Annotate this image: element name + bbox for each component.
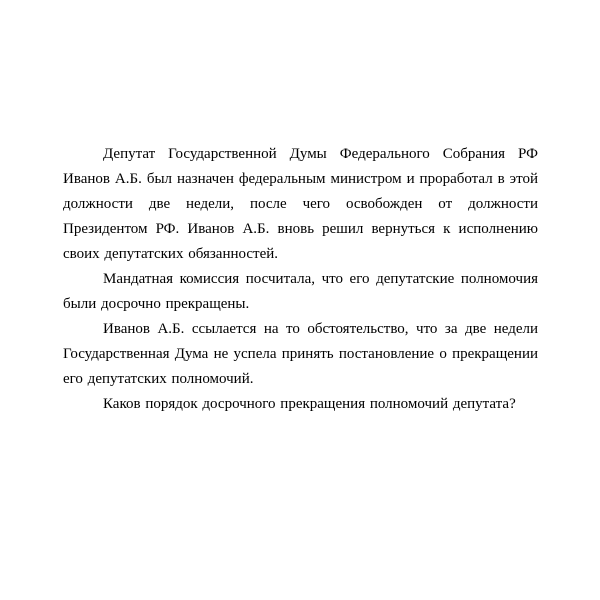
paragraph-commission-decision: Мандатная комиссия посчитала, что его депутатские полномочия были досрочно прекращены. [63, 271, 538, 312]
paragraph-ivanov-argument: Иванов А.Б. ссылается на то обстоятельство, что за две недели Государственная Дума не успела принять постановление о прекращении его депутатских полномочий. [63, 321, 538, 387]
paragraph-case-facts: Депутат Государственной Думы Федерального Собрания РФ Иванов А.Б. был назначен федеральным министром и проработал в этой должности две недели, после чего освобожден от должности Президентом РФ. Иванов А.Б. вновь решил вернуться к исполнению своих депутатских обязанностей. [63, 146, 538, 262]
paragraph-question: Каков порядок досрочного прекращения полномочий депутата? [103, 396, 516, 412]
